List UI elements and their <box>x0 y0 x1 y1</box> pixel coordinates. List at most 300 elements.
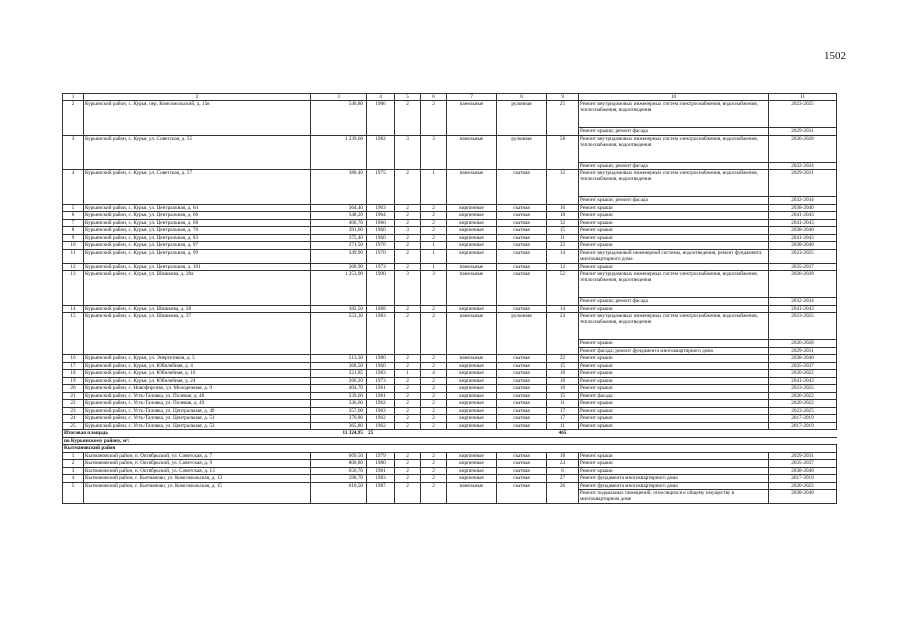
residents-cell: 11 <box>547 234 579 242</box>
wall-material-cell: панельные <box>447 313 497 355</box>
wall-material-cell: кирпичные <box>447 460 497 468</box>
residents-cell: 14 <box>547 249 579 263</box>
address-cell: Курьинский район, с. Курья, ул. Шишкова, д. 37 <box>84 313 311 355</box>
floors-cell: 2 <box>395 407 421 415</box>
subtotal-label-2: по Курьинскому району, м²: <box>63 437 837 445</box>
address-cell: Кытмановский район, п. Октябрьский, ул. Советская, д. 7 <box>84 452 311 460</box>
wall-material-cell: кирпичные <box>447 249 497 263</box>
floors-cell: 2 <box>395 204 421 212</box>
work-type-cell: Ремонт крыши <box>579 219 769 227</box>
entrances-cell: 2 <box>421 475 447 483</box>
address-cell: Курьинский район, с. Усть-Таловка, ул. Полевая, д. 49 <box>84 400 311 408</box>
repair-program-table <box>62 93 837 504</box>
period-cell: 2041-2043 <box>769 234 837 242</box>
roof-type-cell: скатная <box>497 370 547 378</box>
area-cell: 368,50 <box>311 362 367 370</box>
year-cell: 1960 <box>367 362 395 370</box>
area-cell: 370,80 <box>311 415 367 423</box>
wall-material-cell: кирпичные <box>447 242 497 250</box>
floors-cell: 2 <box>395 377 421 385</box>
wall-material-cell: кирпичные <box>447 377 497 385</box>
year-cell: 1979 <box>367 452 395 460</box>
address-cell: Курьинский район, с. Курья, ул. Центральная, д. 101 <box>84 263 311 271</box>
entrances-cell: 2 <box>421 355 447 363</box>
entrances-cell: 2 <box>421 452 447 460</box>
table-row <box>63 227 837 235</box>
address-cell: Курьинский район, с. Курья, ул. Юбилейная, д. 24 <box>84 377 311 385</box>
wall-material-cell: кирпичные <box>447 212 497 220</box>
floors-cell: 2 <box>395 400 421 408</box>
area-cell: 271,50 <box>311 242 367 250</box>
period-cell: 2017-2019 <box>769 475 837 483</box>
address-cell: Кытмановский район, п. Октябрьский, ул. Советская, д. 9 <box>84 460 311 468</box>
area-cell: 364,40 <box>311 204 367 212</box>
residents-cell: 22 <box>547 242 579 250</box>
work-type-cell: Ремонт крыши <box>579 212 769 220</box>
residents-cell: 26 <box>547 482 579 504</box>
row-number: 1 <box>63 452 84 460</box>
year-cell: 1973 <box>367 263 395 271</box>
residents-cell: 22 <box>547 355 579 363</box>
row-number: 16 <box>63 355 84 363</box>
wall-material-cell: панельные <box>447 135 497 170</box>
year-cell: 1986 <box>367 101 395 136</box>
work-type-cell: Ремонт крыши; ремонт фасада <box>579 197 769 205</box>
work-type-cell: Ремонт крыши; ремонт фасада <box>579 298 769 306</box>
row-number: 20 <box>63 385 84 393</box>
address-cell: Курьинский район, с. Курья, ул. Центральная, д. 70 <box>84 227 311 235</box>
table-row <box>63 385 837 393</box>
wall-material-cell: панельные <box>447 263 497 271</box>
floors-cell: 3 <box>395 227 421 235</box>
area-cell: 406,70 <box>311 219 367 227</box>
period-cell: 2035-2037 <box>769 460 837 468</box>
address-cell: Курьинский район, с. Курья, ул. Советская, д. 55 <box>84 135 311 170</box>
address-cell: Курьинский район, с. Усть-Таловка, ул. Центральная, д. 51 <box>84 415 311 423</box>
address-cell: Курьинский район, с. Курья, ул. Центральная, д. 64 <box>84 204 311 212</box>
floors-cell: 2 <box>395 170 421 205</box>
period-cell: 2017-2019 <box>769 422 837 430</box>
wall-material-cell: кирпичные <box>447 475 497 483</box>
row-number: 6 <box>63 212 84 220</box>
entrances-cell: 1 <box>421 242 447 250</box>
roof-type-cell: скатная <box>497 242 547 250</box>
wall-material-cell: кирпичные <box>447 422 497 430</box>
work-type-cell: Ремонт внутридомовых инженерных систем электроснабжения, водоснабжения, теплоснабжения, водоотведения <box>579 271 769 298</box>
roof-type-cell: скатная <box>497 422 547 430</box>
work-type-cell: Ремонт крыши <box>579 377 769 385</box>
address-cell: Курьинский район, с. Курья, ул. Шишкова, д. 28 <box>84 305 311 313</box>
wall-material-cell: панельные <box>447 482 497 504</box>
table-row <box>63 460 837 468</box>
period-cell: 2038-2040 <box>769 467 837 475</box>
entrances-cell: 2 <box>421 362 447 370</box>
row-number: 17 <box>63 362 84 370</box>
entrances-cell: 1 <box>421 249 447 263</box>
work-type-cell: Ремонт крыши <box>579 242 769 250</box>
table-row <box>63 370 837 378</box>
residents-cell: 52 <box>547 271 579 306</box>
roof-type-cell: рулонная <box>497 135 547 170</box>
row-number: 25 <box>63 422 84 430</box>
row-number: 15 <box>63 313 84 355</box>
work-type-cell: Ремонт внутридомовых инженерных систем электроснабжения, водоснабжения, теплоснабжения, водоотведения <box>579 313 769 340</box>
year-cell: 1983 <box>367 370 395 378</box>
work-type-cell: Ремонт крыши <box>579 263 769 271</box>
table-row <box>63 482 837 490</box>
table-row <box>63 467 837 475</box>
wall-material-cell: кирпичные <box>447 234 497 242</box>
area-cell: 368,90 <box>311 263 367 271</box>
row-number: 19 <box>63 377 84 385</box>
period-cell: 2035-2037 <box>769 263 837 271</box>
work-type-cell: Ремонт фасада <box>579 392 769 400</box>
wall-material-cell: кирпичные <box>447 219 497 227</box>
residents-cell: 18 <box>547 452 579 460</box>
row-number: 10 <box>63 242 84 250</box>
residents-cell: 14 <box>547 305 579 313</box>
entrances-cell: 1 <box>421 170 447 205</box>
area-cell: 546,80 <box>311 101 367 136</box>
period-cell: 2020-2022 <box>769 400 837 408</box>
period-cell: 2041-2043 <box>769 305 837 313</box>
roof-type-cell: скатная <box>497 362 547 370</box>
year-cell: 1982 <box>367 135 395 170</box>
wall-material-cell: кирпичные <box>447 385 497 393</box>
address-cell: Курьинский район, с. Курья, ул. Центральная, д. 97 <box>84 242 311 250</box>
entrances-cell: 2 <box>421 400 447 408</box>
period-cell: 2041-2043 <box>769 377 837 385</box>
address-cell: Курьинский район, с. Усть-Таловка, ул. Центральная, д. 49 <box>84 407 311 415</box>
floors-cell: 2 <box>395 263 421 271</box>
floors-cell: 2 <box>395 385 421 393</box>
year-cell: 1960 <box>367 234 395 242</box>
work-type-cell: Ремонт крыши <box>579 227 769 235</box>
year-cell: 1983 <box>367 313 395 355</box>
residents-cell: 24 <box>547 460 579 468</box>
roof-type-cell: скатная <box>497 415 547 423</box>
table-row <box>63 452 837 460</box>
residents-cell: 18 <box>547 212 579 220</box>
work-type-cell: Ремонт внутридомовых инженерных систем электроснабжения, водоснабжения, теплоснабжения, водоотведения <box>579 101 769 128</box>
wall-material-cell: кирпичные <box>447 415 497 423</box>
table-row <box>63 271 837 298</box>
area-cell: 1 253,90 <box>311 271 367 306</box>
area-cell: 266,20 <box>311 377 367 385</box>
residents-cell: 10 <box>547 377 579 385</box>
period-cell: 2026-2028 <box>769 340 837 348</box>
period-cell: 2035-2037 <box>769 362 837 370</box>
subtotal-residents: 465 <box>547 430 579 438</box>
table-row <box>63 101 837 128</box>
column-number-5: 5 <box>395 94 421 101</box>
row-number: 13 <box>63 271 84 306</box>
period-cell: 2023-2025 <box>769 385 837 393</box>
roof-type-cell: скатная <box>497 219 547 227</box>
column-number-7: 7 <box>447 94 497 101</box>
column-number-6: 6 <box>421 94 447 101</box>
entrances-cell: 2 <box>421 305 447 313</box>
year-cell: 1975 <box>367 170 395 205</box>
period-cell: 2032-2034 <box>769 162 837 170</box>
table-row <box>63 242 837 250</box>
entrances-cell: 3 <box>421 271 447 306</box>
work-type-cell: Ремонт крыши <box>579 422 769 430</box>
wall-material-cell: кирпичные <box>447 362 497 370</box>
residents-cell: 15 <box>547 227 579 235</box>
table-row <box>63 377 837 385</box>
column-number-8: 8 <box>497 94 547 101</box>
row-number: 3 <box>63 467 84 475</box>
subtotal-empty <box>421 430 547 438</box>
table-row <box>63 249 837 263</box>
address-cell: Кытмановский район, с. Кытманово, ул. Комсомольская, д. 13 <box>84 475 311 483</box>
period-cell: 2020-2022 <box>769 370 837 378</box>
roof-type-cell: скатная <box>497 460 547 468</box>
year-cell: 1962 <box>367 422 395 430</box>
period-cell: 2017-2019 <box>769 415 837 423</box>
year-cell: 1962 <box>367 415 395 423</box>
work-type-cell: Ремонт крыши <box>579 467 769 475</box>
row-number: 21 <box>63 392 84 400</box>
floors-cell: 3 <box>395 135 421 170</box>
year-cell: 1962 <box>367 400 395 408</box>
area-cell: 357,00 <box>311 407 367 415</box>
roof-type-cell: скатная <box>497 355 547 363</box>
row-number: 14 <box>63 305 84 313</box>
period-cell: 2038-2040 <box>769 204 837 212</box>
wall-material-cell: кирпичные <box>447 392 497 400</box>
entrances-cell: 2 <box>421 313 447 355</box>
period-cell: 2038-2040 <box>769 242 837 250</box>
work-type-cell: Ремонт крыши <box>579 204 769 212</box>
row-number: 11 <box>63 249 84 263</box>
residents-cell: 16 <box>547 204 579 212</box>
roof-type-cell: скатная <box>497 475 547 483</box>
row-number: 2 <box>63 101 84 136</box>
entrances-cell: 2 <box>421 422 447 430</box>
district-title: Кытмановский район <box>63 445 837 453</box>
area-cell: 610,50 <box>311 482 367 504</box>
wall-material-cell: кирпичные <box>447 305 497 313</box>
residents-cell: 24 <box>547 313 579 355</box>
year-cell: 1980 <box>367 460 395 468</box>
table-row <box>63 355 837 363</box>
entrances-cell: 2 <box>421 385 447 393</box>
work-type-cell: Ремонт крыши <box>579 370 769 378</box>
residents-cell: 12 <box>547 263 579 271</box>
address-cell: Курьинский район, с. Курья, ул. Центральная, д. 68 <box>84 219 311 227</box>
work-type-cell: Ремонт внутридомовой инженерной системы, водоотведения, ремонт фундамента многоквартирного дома <box>579 249 769 263</box>
roof-type-cell: рулонная <box>497 313 547 355</box>
work-type-cell: Ремонт крыши <box>579 460 769 468</box>
area-cell: 382,50 <box>311 305 367 313</box>
work-type-cell: Ремонт подвальных помещений, относящихся к общему имуществу в многоквартирном доме <box>579 490 769 504</box>
entrances-cell: 2 <box>421 407 447 415</box>
row-number: 24 <box>63 415 84 423</box>
wall-material-cell: кирпичные <box>447 204 497 212</box>
floors-cell: 2 <box>395 422 421 430</box>
table-row <box>63 204 837 212</box>
floors-cell: 3 <box>395 271 421 306</box>
period-cell: 2023-2025 <box>769 249 837 263</box>
address-cell: Курьинский район, с. Курья, ул. Советская, д. 57 <box>84 170 311 205</box>
period-cell: 2032-2034 <box>769 197 837 205</box>
roof-type-cell: скатная <box>497 227 547 235</box>
district-heading-row <box>63 445 837 453</box>
entrances-cell: 2 <box>421 460 447 468</box>
roof-type-cell: скатная <box>497 467 547 475</box>
area-cell: 800,80 <box>311 460 367 468</box>
table-row <box>63 362 837 370</box>
period-cell: 2023-2025 <box>769 407 837 415</box>
subtotal-empty-end <box>579 430 837 438</box>
year-cell: 1960 <box>367 227 395 235</box>
year-cell: 1968 <box>367 305 395 313</box>
address-cell: Курьинский район, с. Усть-Таловка, ул. Полевая, д. 48 <box>84 392 311 400</box>
floors-cell: 1 <box>395 370 421 378</box>
year-cell: 1963 <box>367 407 395 415</box>
work-type-cell: Ремонт крыши <box>579 234 769 242</box>
roof-type-cell: скатная <box>497 407 547 415</box>
wall-material-cell: кирпичные <box>447 407 497 415</box>
column-number-3: 3 <box>311 94 367 101</box>
area-cell: 404,70 <box>311 385 367 393</box>
area-cell: 365,80 <box>311 422 367 430</box>
residents-cell: 17 <box>547 407 579 415</box>
table-row <box>63 407 837 415</box>
roof-type-cell: скатная <box>497 305 547 313</box>
floors-cell: 2 <box>395 313 421 355</box>
entrances-cell: 2 <box>421 204 447 212</box>
floors-cell: 2 <box>395 242 421 250</box>
wall-material-cell: панельные <box>447 170 497 205</box>
year-cell: 1963 <box>367 204 395 212</box>
address-cell: Курьинский район, с. Курья, ул. Энергетиков, д. 5 <box>84 355 311 363</box>
period-cell: 2032-2034 <box>769 298 837 306</box>
period-cell: 2041-2043 <box>769 212 837 220</box>
page-number: 1502 <box>824 50 846 62</box>
work-type-cell: Ремонт крыши; ремонт фасада <box>579 162 769 170</box>
residents-cell: 25 <box>547 101 579 136</box>
area-cell: 650,70 <box>311 467 367 475</box>
work-type-cell: Ремонт крыши <box>579 355 769 363</box>
entrances-cell: 2 <box>421 482 447 504</box>
residents-cell: 15 <box>547 362 579 370</box>
floors-cell: 2 <box>395 362 421 370</box>
table-row <box>63 475 837 483</box>
year-cell: 1970 <box>367 249 395 263</box>
row-number: 4 <box>63 475 84 483</box>
area-cell: 513,30 <box>311 355 367 363</box>
year-cell: 1961 <box>367 385 395 393</box>
table-row <box>63 219 837 227</box>
column-number-10: 10 <box>579 94 769 101</box>
entrances-cell: 2 <box>421 234 447 242</box>
area-cell: 336,60 <box>311 400 367 408</box>
row-number: 8 <box>63 227 84 235</box>
year-cell: 1973 <box>367 377 395 385</box>
period-cell: 2029-2031 <box>769 128 837 136</box>
wall-material-cell: панельные <box>447 355 497 363</box>
roof-type-cell: скатная <box>497 482 547 504</box>
row-number: 7 <box>63 219 84 227</box>
column-number-11: 11 <box>769 94 837 101</box>
wall-material-cell: кирпичные <box>447 370 497 378</box>
roof-type-cell: скатная <box>497 400 547 408</box>
year-cell: 1990 <box>367 271 395 306</box>
column-number-1: 1 <box>63 94 84 101</box>
roof-type-cell: скатная <box>497 377 547 385</box>
entrances-cell: 2 <box>421 212 447 220</box>
row-number: 5 <box>63 204 84 212</box>
period-cell: 2038-2040 <box>769 490 837 504</box>
roof-type-cell: скатная <box>497 212 547 220</box>
address-cell: Курьинский район, с. Курья, пер. Комсомольский, д. 15в <box>84 101 311 136</box>
table-row <box>63 392 837 400</box>
entrances-cell: 1 <box>421 263 447 271</box>
entrances-cell: 2 <box>421 467 447 475</box>
wall-material-cell: панельные <box>447 101 497 136</box>
work-type-cell: Ремонт крыши <box>579 362 769 370</box>
table-row <box>63 135 837 162</box>
year-cell: 1961 <box>367 392 395 400</box>
area-cell: 339,60 <box>311 392 367 400</box>
address-cell: Курьинский район, с. Курья, ул. Юбилейная, д. 16 <box>84 370 311 378</box>
address-cell: Кытмановский район, п. Октябрьский, ул. Советская, д. 13 <box>84 467 311 475</box>
entrances-cell: 2 <box>421 415 447 423</box>
subtotal-count: 25 <box>367 430 421 438</box>
work-type-cell: Ремонт крыши <box>579 400 769 408</box>
wall-material-cell: кирпичные <box>447 452 497 460</box>
residents-cell: 12 <box>547 170 579 205</box>
address-cell: Курьинский район, с. Курья, ул. Центральная, д. 83 <box>84 234 311 242</box>
floors-cell: 2 <box>395 219 421 227</box>
floors-cell: 2 <box>395 101 421 136</box>
roof-type-cell: скатная <box>497 271 547 306</box>
row-number: 2 <box>63 460 84 468</box>
entrances-cell: 2 <box>421 101 447 136</box>
row-number: 12 <box>63 263 84 271</box>
entrances-cell: 2 <box>421 392 447 400</box>
floors-cell: 2 <box>395 415 421 423</box>
work-type-cell: Ремонт крыши; ремонт фасада <box>579 128 769 136</box>
address-cell: Курьинский район, с. Усть-Таловка, ул. Центральная, д. 53 <box>84 422 311 430</box>
floors-cell: 2 <box>395 460 421 468</box>
roof-type-cell: рулонная <box>497 101 547 136</box>
subtotal-label: Итоговая площадь <box>63 430 311 438</box>
area-cell: 391,60 <box>311 227 367 235</box>
residents-cell: 15 <box>547 392 579 400</box>
subtotal-row-2 <box>63 437 837 445</box>
residents-cell: 10 <box>547 370 579 378</box>
period-cell: 2029-2031 <box>769 347 837 355</box>
residents-cell: 11 <box>547 422 579 430</box>
row-number: 4 <box>63 170 84 205</box>
address-cell: Кытмановский район, с. Кытманово, ул. Комсомольская, д. 15 <box>84 482 311 504</box>
year-cell: 1981 <box>367 467 395 475</box>
roof-type-cell: скатная <box>497 452 547 460</box>
work-type-cell: Ремонт крыши <box>579 415 769 423</box>
work-type-cell: Ремонт крыши <box>579 305 769 313</box>
area-cell: 375,40 <box>311 234 367 242</box>
floors-cell: 2 <box>395 475 421 483</box>
work-type-cell: Ремонт крыши <box>579 452 769 460</box>
floors-cell: 2 <box>395 249 421 263</box>
area-cell: 553,30 <box>311 313 367 355</box>
year-cell: 1980 <box>367 355 395 363</box>
floors-cell: 2 <box>395 234 421 242</box>
